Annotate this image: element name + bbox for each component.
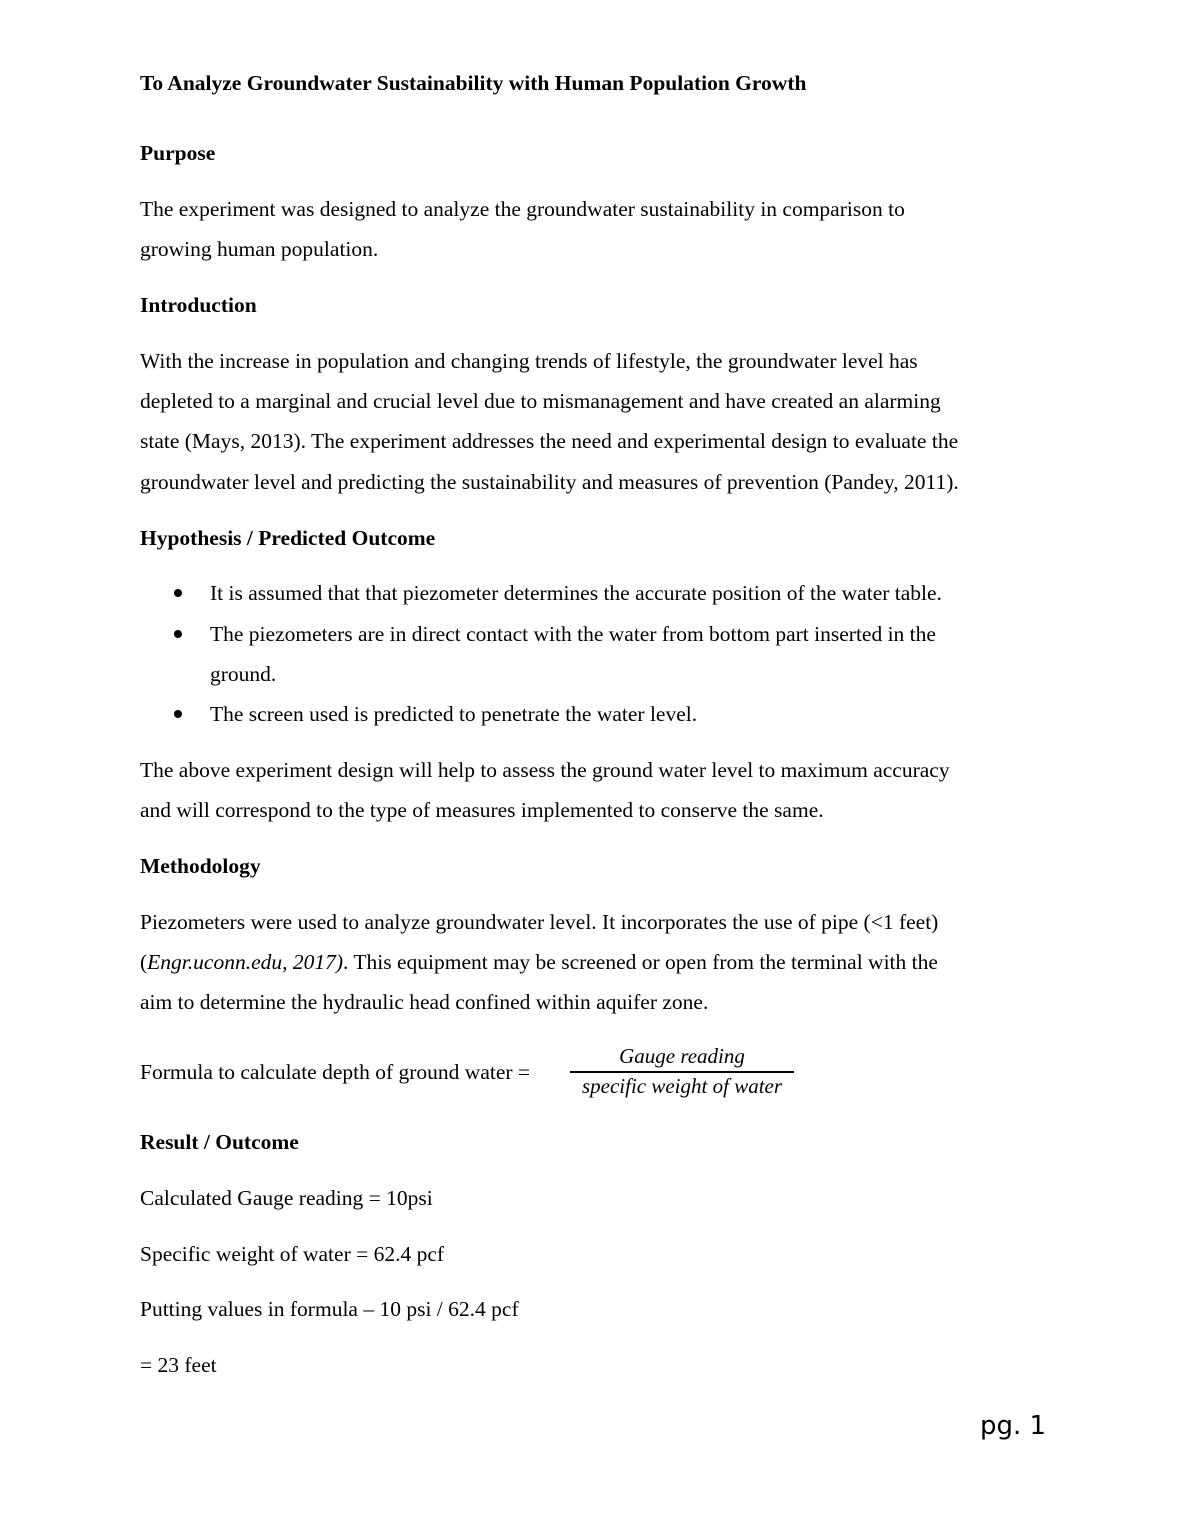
result-line-2: Specific weight of water = 62.4 pcf [140,1242,445,1266]
bullet-dot-icon [174,630,182,638]
introduction-line-2: depleted to a marginal and crucial level due to mismanagement and have created an alarming [140,389,941,413]
introduction-heading: Introduction [140,293,257,317]
hypothesis-bullet-1: It is assumed that that piezometer determines the accurate position of the water table. [210,581,942,605]
result-line-3: Putting values in formula – 10 psi / 62.4 pcf [140,1297,519,1321]
hypothesis-bullet-2-continued: ground. [210,662,277,686]
result-heading: Result / Outcome [140,1130,299,1154]
methodology-citation: Engr.uconn.edu, 2017) [147,950,344,974]
result-line-1: Calculated Gauge reading = 10psi [140,1186,433,1210]
bullet-dot-icon [174,589,182,597]
result-line-4: = 23 feet [140,1353,217,1377]
document-title: To Analyze Groundwater Sustainability with Human Population Growth [140,71,807,95]
introduction-line-1: With the increase in population and changing trends of lifestyle, the groundwater level has [140,349,918,373]
formula-numerator: Gauge reading [619,1044,745,1068]
purpose-line-2: growing human population. [140,237,379,261]
bullet-dot-icon [174,710,182,718]
hypothesis-heading: Hypothesis / Predicted Outcome [140,526,436,550]
methodology-line-2 [140,952,938,974]
methodology-line-1: Piezometers were used to analyze groundwater level. It incorporates the use of pipe (<1 feet) [140,910,939,934]
hypothesis-bullet-3: The screen used is predicted to penetrate the water level. [210,702,698,726]
formula-denominator: specific weight of water [581,1074,783,1098]
hypothesis-summary-line-2: and will correspond to the type of measures implemented to conserve the same. [140,798,824,822]
introduction-line-3: state (Mays, 2013). The experiment addresses the need and experimental design to evaluate the [140,429,959,453]
purpose-heading: Purpose [140,141,216,165]
page-number: pg. 1 [980,1411,1047,1441]
introduction-line-4: groundwater level and predicting the sustainability and measures of prevention (Pandey, 2011). [140,470,959,494]
methodology-line-2-open: ( [140,950,148,974]
purpose-line-1: The experiment was designed to analyze the groundwater sustainability in comparison to [140,197,905,221]
methodology-line-2-rest: . This equipment may be screened or open from the terminal with the [343,950,938,974]
hypothesis-bullet-2: The piezometers are in direct contact with the water from bottom part inserted in the [210,622,936,646]
hypothesis-summary-line-1: The above experiment design will help to assess the ground water level to maximum accuracy [140,758,950,782]
formula-label: Formula to calculate depth of ground water = [140,1060,531,1084]
methodology-heading: Methodology [140,854,261,878]
fraction-bar [570,1071,794,1073]
methodology-line-3: aim to determine the hydraulic head confined within aquifer zone. [140,990,709,1014]
